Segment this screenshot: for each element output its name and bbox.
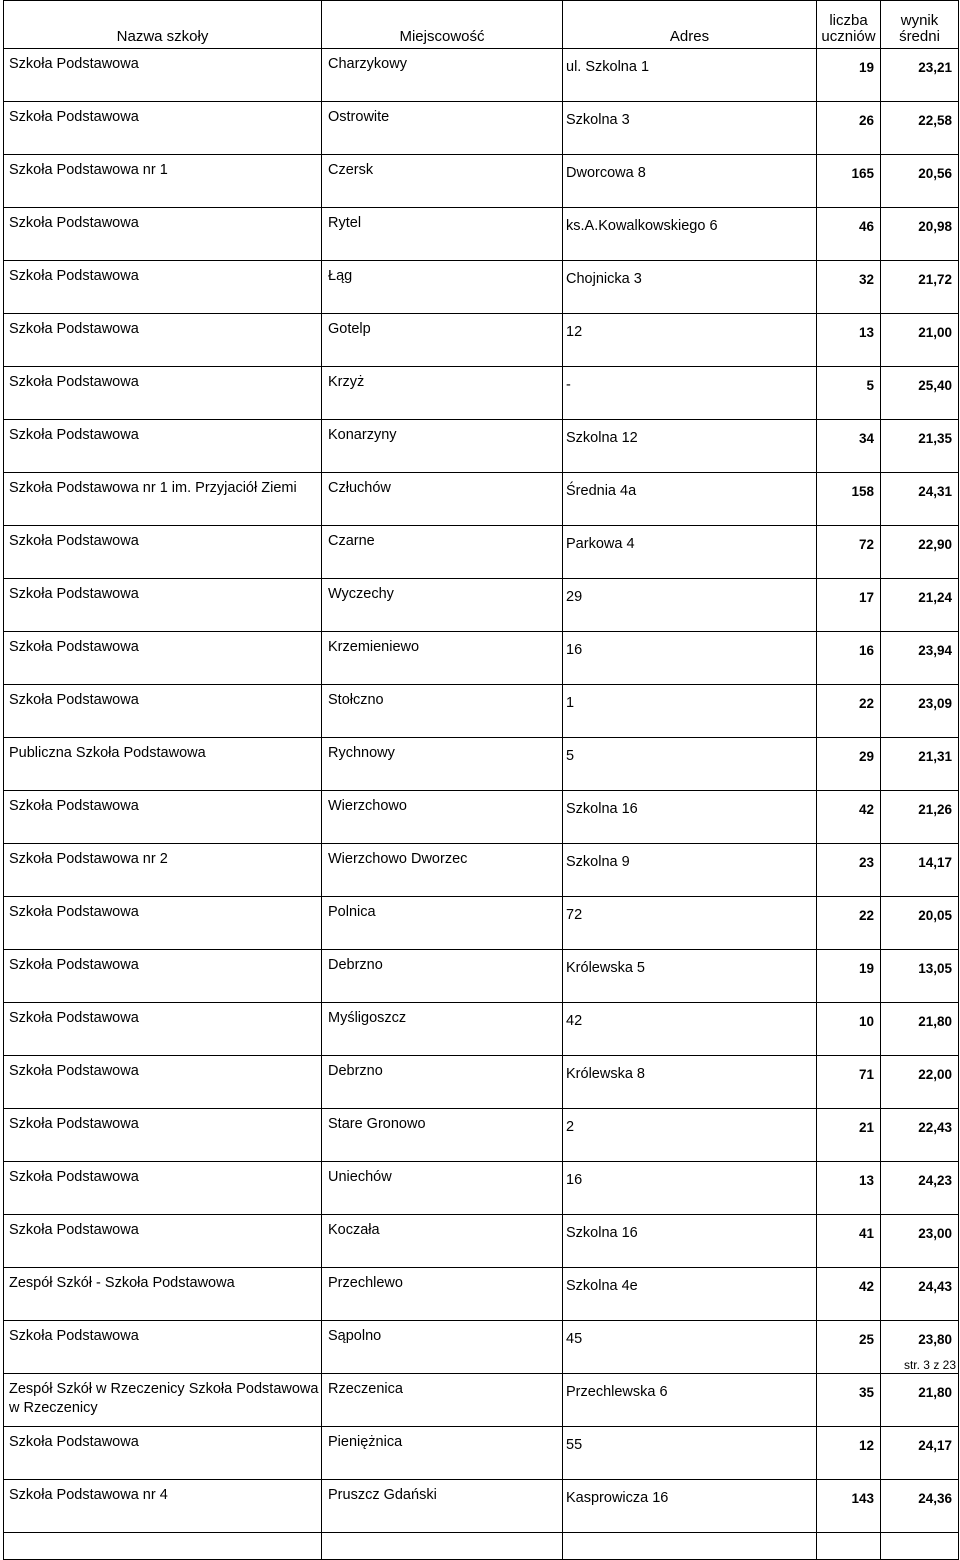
student-count-cell: 34 <box>817 420 881 473</box>
student-count-cell: 26 <box>817 102 881 155</box>
student-count-cell: 42 <box>817 1268 881 1321</box>
address-cell: 42 <box>563 1003 817 1056</box>
school-name-cell: Szkoła Podstawowa <box>4 897 322 950</box>
student-count-cell: 143 <box>817 1480 881 1533</box>
average-score-cell: 21,80 <box>881 1003 959 1056</box>
locality-cell: Debrzno <box>322 1056 563 1109</box>
average-score-cell: 20,05 <box>881 897 959 950</box>
address-cell: Szkolna 12 <box>563 420 817 473</box>
page-number: str. 3 z 23 <box>903 1358 956 1372</box>
locality-cell: Debrzno <box>322 950 563 1003</box>
school-name-cell: Szkoła Podstawowa <box>4 1215 322 1268</box>
table-row <box>4 473 959 526</box>
table-row <box>4 1268 959 1321</box>
table-row <box>4 1374 959 1427</box>
school-name-cell: Szkoła Podstawowa <box>4 1162 322 1215</box>
header-average-score: wynik średni <box>881 1 959 49</box>
average-score-cell: 21,00 <box>881 314 959 367</box>
school-name-cell: Szkoła Podstawowa <box>4 208 322 261</box>
average-score-cell: 13,05 <box>881 950 959 1003</box>
school-name-cell: Szkoła Podstawowa <box>4 102 322 155</box>
student-count-cell: 23 <box>817 844 881 897</box>
student-count-cell: 42 <box>817 791 881 844</box>
average-score-cell: 21,80 <box>881 1374 959 1427</box>
school-name-cell: Zespół Szkół - Szkoła Podstawowa <box>4 1268 322 1321</box>
school-name-cell: Szkoła Podstawowa <box>4 950 322 1003</box>
locality-cell: Rychnowy <box>322 738 563 791</box>
table-row <box>4 1480 959 1533</box>
locality-cell: Uniechów <box>322 1162 563 1215</box>
table-row <box>4 685 959 738</box>
table-row <box>4 155 959 208</box>
locality-cell: Przechlewo <box>322 1268 563 1321</box>
address-cell: 12 <box>563 314 817 367</box>
locality-cell: Charzykowy <box>322 49 563 102</box>
average-score-cell: 24,17 <box>881 1427 959 1480</box>
average-score-cell: 24,23 <box>881 1162 959 1215</box>
school-name-cell: Szkoła Podstawowa <box>4 1003 322 1056</box>
locality-cell: Ostrowite <box>322 102 563 155</box>
student-count-cell: 72 <box>817 526 881 579</box>
student-count-cell: 13 <box>817 314 881 367</box>
table-row <box>4 1109 959 1162</box>
average-score-cell: 22,90 <box>881 526 959 579</box>
address-cell: 16 <box>563 632 817 685</box>
school-name-cell: Szkoła Podstawowa <box>4 685 322 738</box>
locality-cell: Czersk <box>322 155 563 208</box>
school-name-cell: Szkoła Podstawowa <box>4 632 322 685</box>
address-cell: 1 <box>563 685 817 738</box>
school-name-cell: Szkoła Podstawowa <box>4 49 322 102</box>
student-count-cell: 19 <box>817 49 881 102</box>
schools-table <box>3 0 959 1560</box>
average-score-cell: 22,00 <box>881 1056 959 1109</box>
address-cell: - <box>563 367 817 420</box>
average-score-cell: 23,94 <box>881 632 959 685</box>
school-name-cell: Szkoła Podstawowa nr 4 <box>4 1480 322 1533</box>
locality-cell: Rytel <box>322 208 563 261</box>
average-score-cell: 20,98 <box>881 208 959 261</box>
table-row <box>4 1321 959 1374</box>
locality-cell: Rzeczenica <box>322 1374 563 1427</box>
locality-cell: Wierzchowo <box>322 791 563 844</box>
school-name-cell: Szkoła Podstawowa <box>4 1321 322 1374</box>
table-row <box>4 1215 959 1268</box>
school-name-cell: Szkoła Podstawowa nr 1 im. Przyjaciół Ziemi <box>4 473 322 526</box>
locality-cell: Sąpolno <box>322 1321 563 1374</box>
student-count-cell: 46 <box>817 208 881 261</box>
average-score-cell: 24,31 <box>881 473 959 526</box>
header-locality: Miejscowość <box>322 1 563 49</box>
table-row <box>4 897 959 950</box>
table-row <box>4 49 959 102</box>
locality-cell: Myśligoszcz <box>322 1003 563 1056</box>
table-row <box>4 208 959 261</box>
locality-cell: Koczała <box>322 1215 563 1268</box>
empty-cell <box>817 1533 881 1560</box>
address-cell: ks.A.Kowalkowskiego 6 <box>563 208 817 261</box>
average-score-cell: 23,80 <box>881 1321 959 1374</box>
table-row <box>4 950 959 1003</box>
locality-cell: Polnica <box>322 897 563 950</box>
locality-cell: Konarzyny <box>322 420 563 473</box>
address-cell: Dworcowa 8 <box>563 155 817 208</box>
table-row <box>4 1162 959 1215</box>
average-score-cell: 20,56 <box>881 155 959 208</box>
empty-cell <box>881 1533 959 1560</box>
address-cell: Średnia 4a <box>563 473 817 526</box>
average-score-cell: 22,43 <box>881 1109 959 1162</box>
table-row <box>4 1427 959 1480</box>
address-cell: 72 <box>563 897 817 950</box>
locality-cell: Wyczechy <box>322 579 563 632</box>
student-count-cell: 22 <box>817 685 881 738</box>
empty-cell <box>4 1533 322 1560</box>
table-row <box>4 102 959 155</box>
table-row <box>4 367 959 420</box>
school-name-cell: Szkoła Podstawowa nr 1 <box>4 155 322 208</box>
average-score-cell: 22,58 <box>881 102 959 155</box>
average-score-cell: 24,36 <box>881 1480 959 1533</box>
student-count-cell: 10 <box>817 1003 881 1056</box>
empty-cell <box>322 1533 563 1560</box>
address-cell: Szkolna 4e <box>563 1268 817 1321</box>
student-count-cell: 71 <box>817 1056 881 1109</box>
student-count-cell: 32 <box>817 261 881 314</box>
school-name-cell: Zespół Szkół w Rzeczenicy Szkoła Podstawowa w Rzeczenicy <box>4 1374 322 1427</box>
table-row <box>4 1003 959 1056</box>
student-count-cell: 22 <box>817 897 881 950</box>
header-school-name: Nazwa szkoły <box>4 1 322 49</box>
school-name-cell: Szkoła Podstawowa <box>4 791 322 844</box>
header-student-count: liczba uczniów <box>817 1 881 49</box>
school-name-cell: Szkoła Podstawowa <box>4 579 322 632</box>
student-count-cell: 158 <box>817 473 881 526</box>
address-cell: Królewska 8 <box>563 1056 817 1109</box>
average-score-cell: 23,21 <box>881 49 959 102</box>
address-cell: Szkolna 16 <box>563 791 817 844</box>
address-cell: Królewska 5 <box>563 950 817 1003</box>
address-cell: Szkolna 3 <box>563 102 817 155</box>
student-count-cell: 25 <box>817 1321 881 1374</box>
table-row <box>4 632 959 685</box>
address-cell: 29 <box>563 579 817 632</box>
locality-cell: Stołczno <box>322 685 563 738</box>
locality-cell: Wierzchowo Dworzec <box>322 844 563 897</box>
student-count-cell: 165 <box>817 155 881 208</box>
school-name-cell: Szkoła Podstawowa <box>4 420 322 473</box>
average-score-cell: 24,43 <box>881 1268 959 1321</box>
table-row <box>4 844 959 897</box>
average-score-cell: 21,24 <box>881 579 959 632</box>
locality-cell: Gotelp <box>322 314 563 367</box>
address-cell: Chojnicka 3 <box>563 261 817 314</box>
table-body <box>4 49 959 1560</box>
average-score-cell: 25,40 <box>881 367 959 420</box>
locality-cell: Stare Gronowo <box>322 1109 563 1162</box>
school-name-cell: Publiczna Szkoła Podstawowa <box>4 738 322 791</box>
address-cell: 2 <box>563 1109 817 1162</box>
student-count-cell: 19 <box>817 950 881 1003</box>
student-count-cell: 35 <box>817 1374 881 1427</box>
address-cell: 5 <box>563 738 817 791</box>
average-score-cell: 14,17 <box>881 844 959 897</box>
table-row <box>4 1056 959 1109</box>
school-name-cell: Szkoła Podstawowa <box>4 1109 322 1162</box>
address-cell: Szkolna 16 <box>563 1215 817 1268</box>
student-count-cell: 5 <box>817 367 881 420</box>
student-count-cell: 16 <box>817 632 881 685</box>
locality-cell: Pieniężnica <box>322 1427 563 1480</box>
address-cell: 55 <box>563 1427 817 1480</box>
table-row <box>4 738 959 791</box>
school-name-cell: Szkoła Podstawowa <box>4 1427 322 1480</box>
locality-cell: Krzyż <box>322 367 563 420</box>
header-address: Adres <box>563 1 817 49</box>
average-score-cell: 21,31 <box>881 738 959 791</box>
address-cell: Kasprowicza 16 <box>563 1480 817 1533</box>
blank-row <box>4 1533 959 1560</box>
school-name-cell: Szkoła Podstawowa <box>4 1056 322 1109</box>
student-count-cell: 17 <box>817 579 881 632</box>
school-name-cell: Szkoła Podstawowa <box>4 526 322 579</box>
locality-cell: Pruszcz Gdański <box>322 1480 563 1533</box>
student-count-cell: 41 <box>817 1215 881 1268</box>
school-name-cell: Szkoła Podstawowa <box>4 314 322 367</box>
student-count-cell: 21 <box>817 1109 881 1162</box>
average-score-cell: 21,72 <box>881 261 959 314</box>
school-name-cell: Szkoła Podstawowa <box>4 367 322 420</box>
student-count-cell: 13 <box>817 1162 881 1215</box>
average-score-cell: 23,09 <box>881 685 959 738</box>
average-score-cell: 21,35 <box>881 420 959 473</box>
locality-cell: Krzemieniewo <box>322 632 563 685</box>
locality-cell: Czarne <box>322 526 563 579</box>
average-score-cell: 21,26 <box>881 791 959 844</box>
address-cell: ul. Szkolna 1 <box>563 49 817 102</box>
school-name-cell: Szkoła Podstawowa nr 2 <box>4 844 322 897</box>
school-name-cell: Szkoła Podstawowa <box>4 261 322 314</box>
address-cell: 45 <box>563 1321 817 1374</box>
table-row <box>4 791 959 844</box>
table-row <box>4 314 959 367</box>
average-score-cell: 23,00 <box>881 1215 959 1268</box>
table-row <box>4 261 959 314</box>
table-row <box>4 526 959 579</box>
address-cell: Przechlewska 6 <box>563 1374 817 1427</box>
table-row <box>4 579 959 632</box>
address-cell: 16 <box>563 1162 817 1215</box>
empty-cell <box>563 1533 817 1560</box>
locality-cell: Łąg <box>322 261 563 314</box>
student-count-cell: 12 <box>817 1427 881 1480</box>
address-cell: Szkolna 9 <box>563 844 817 897</box>
student-count-cell: 29 <box>817 738 881 791</box>
table-header-row <box>4 1 959 49</box>
locality-cell: Człuchów <box>322 473 563 526</box>
table-row <box>4 420 959 473</box>
address-cell: Parkowa 4 <box>563 526 817 579</box>
